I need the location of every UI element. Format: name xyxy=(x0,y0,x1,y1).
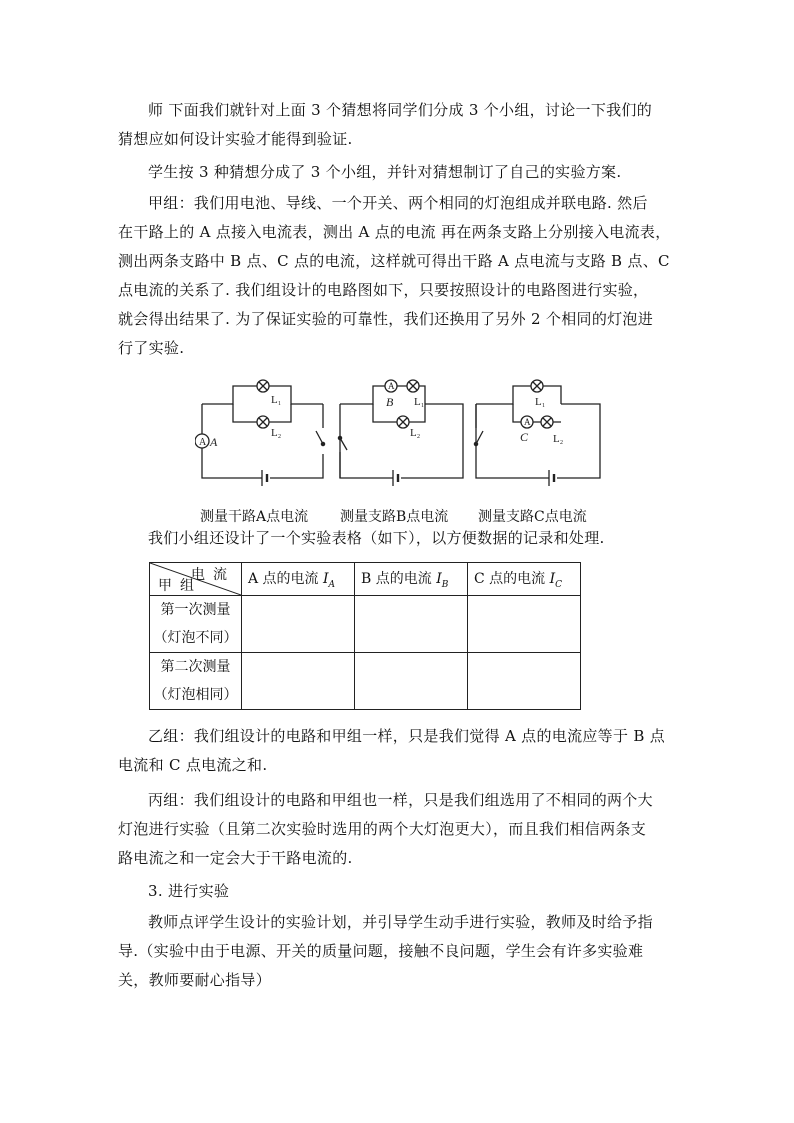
circuit-diagrams xyxy=(195,374,607,496)
caption-c: 测量支路C点电流 xyxy=(478,509,587,525)
text-line: 丙组：我们组设计的电路和甲组也一样，只是我们组选用了不相同的两个大 xyxy=(148,791,653,809)
text-line: 关，教师要耐心指导） xyxy=(118,971,272,989)
table-corner-cell xyxy=(150,563,242,596)
text-line: 教师点评学生设计的实验计划，并引导学生动手进行实验，教师及时给予指 xyxy=(148,913,653,931)
lamp-label: L xyxy=(414,396,421,408)
ammeter-label: A xyxy=(199,437,207,448)
lamp-sub: 2 xyxy=(560,440,563,446)
ammeter-label: A xyxy=(524,417,531,427)
text-line: 在干路上的 A 点接入电流表，测出 A 点的电流 再在两条支路上分别接入电流表， xyxy=(118,223,671,241)
lamp-sub: 2 xyxy=(417,434,420,440)
table-row xyxy=(150,596,581,653)
table-cell[interactable] xyxy=(355,596,468,653)
text-line: 猜想应如何设计实验才能得到验证. xyxy=(118,130,353,148)
text-line: 路电流之和一定会大于干路电流的. xyxy=(118,849,353,867)
column-header-c: C 点的电流 $I_C$ xyxy=(468,563,581,596)
paragraph-2 xyxy=(118,158,678,187)
paragraph-8 xyxy=(118,908,678,995)
text-line: 电流和 C 点电流之和. xyxy=(118,756,268,774)
column-header-a: A 点的电流 $I_A$ xyxy=(242,563,355,596)
point-a-label: A xyxy=(210,435,218,449)
table-cell[interactable] xyxy=(242,596,355,653)
corner-top-label: 电流 xyxy=(191,567,235,583)
table-cell[interactable] xyxy=(355,653,468,710)
lamp-sub: 1 xyxy=(542,403,545,409)
caption-a: 测量干路A点电流 xyxy=(200,509,309,525)
point-c-label: C xyxy=(520,430,529,444)
text-line: 师 下面我们就针对上面 3 个猜想将同学们分成 3 个小组，讨论一下我们的 xyxy=(148,101,653,119)
paragraph-5 xyxy=(118,722,678,780)
point-b-label: B xyxy=(386,395,394,409)
table-header-row xyxy=(150,563,581,596)
text-line: 行了实验. xyxy=(118,339,185,357)
lamp-label: L xyxy=(271,427,278,439)
row-label: 第二次测量 （灯泡相同） xyxy=(150,653,242,710)
text-line: 点电流的关系了. 我们组设计的电路图如下，只要按照设计的电路图进行实验， xyxy=(118,281,649,299)
text-line: 3. 进行实验 xyxy=(148,882,230,900)
circuit-measure-b xyxy=(338,380,463,486)
caption-b: 测量支路B点电流 xyxy=(340,509,449,525)
paragraph-3 xyxy=(118,189,678,363)
text-line: 测出两条支路中 B 点、C 点的电流，这样就可得出干路 A 点电流与支路 B 点、C xyxy=(118,252,670,270)
section-heading xyxy=(118,877,678,906)
lamp-label: L xyxy=(535,396,542,408)
lamp-sub: 1 xyxy=(278,401,281,407)
table-cell[interactable] xyxy=(468,596,581,653)
corner-bottom-label: 甲组 xyxy=(158,578,202,594)
lamp-label: L xyxy=(553,433,560,445)
text-line: 就会得出结果了. 为了保证实验的可靠性，我们还换用了另外 2 个相同的灯泡进 xyxy=(118,310,654,328)
experiment-table xyxy=(149,562,581,710)
text-line: 乙组：我们组设计的电路和甲组一样，只是我们觉得 A 点的电流应等于 B 点 xyxy=(148,727,666,745)
table-cell[interactable] xyxy=(242,653,355,710)
ammeter-label: A xyxy=(388,381,395,391)
lamp-sub: 1 xyxy=(421,403,424,409)
column-header-b: B 点的电流 $I_B$ xyxy=(355,563,468,596)
text-line: 灯泡进行实验（且第二次实验时选用的两个大灯泡更大），而且我们相信两条支 xyxy=(118,820,647,838)
text-line: 导.（实验中由于电源、开关的质量问题，接触不良问题，学生会有许多实验难 xyxy=(118,942,644,960)
paragraph-4 xyxy=(118,524,678,553)
text-line: 我们小组还设计了一个实验表格（如下），以方便数据的记录和处理. xyxy=(148,529,605,547)
text-line: 学生按 3 种猜想分成了 3 个小组，并针对猜想制订了自己的实验方案. xyxy=(148,163,622,181)
lamp-sub: 2 xyxy=(278,434,281,440)
paragraph-6 xyxy=(118,786,678,873)
lamp-label: L xyxy=(271,394,278,406)
circuit-measure-a xyxy=(195,380,325,486)
row-label: 第一次测量 （灯泡不同） xyxy=(150,596,242,653)
lamp-label: L xyxy=(410,427,417,439)
text-line: 甲组：我们用电池、导线、一个开关、两个相同的灯泡组成并联电路. 然后 xyxy=(148,194,648,212)
table-cell[interactable] xyxy=(468,653,581,710)
table-row xyxy=(150,653,581,710)
paragraph-1 xyxy=(118,96,678,154)
